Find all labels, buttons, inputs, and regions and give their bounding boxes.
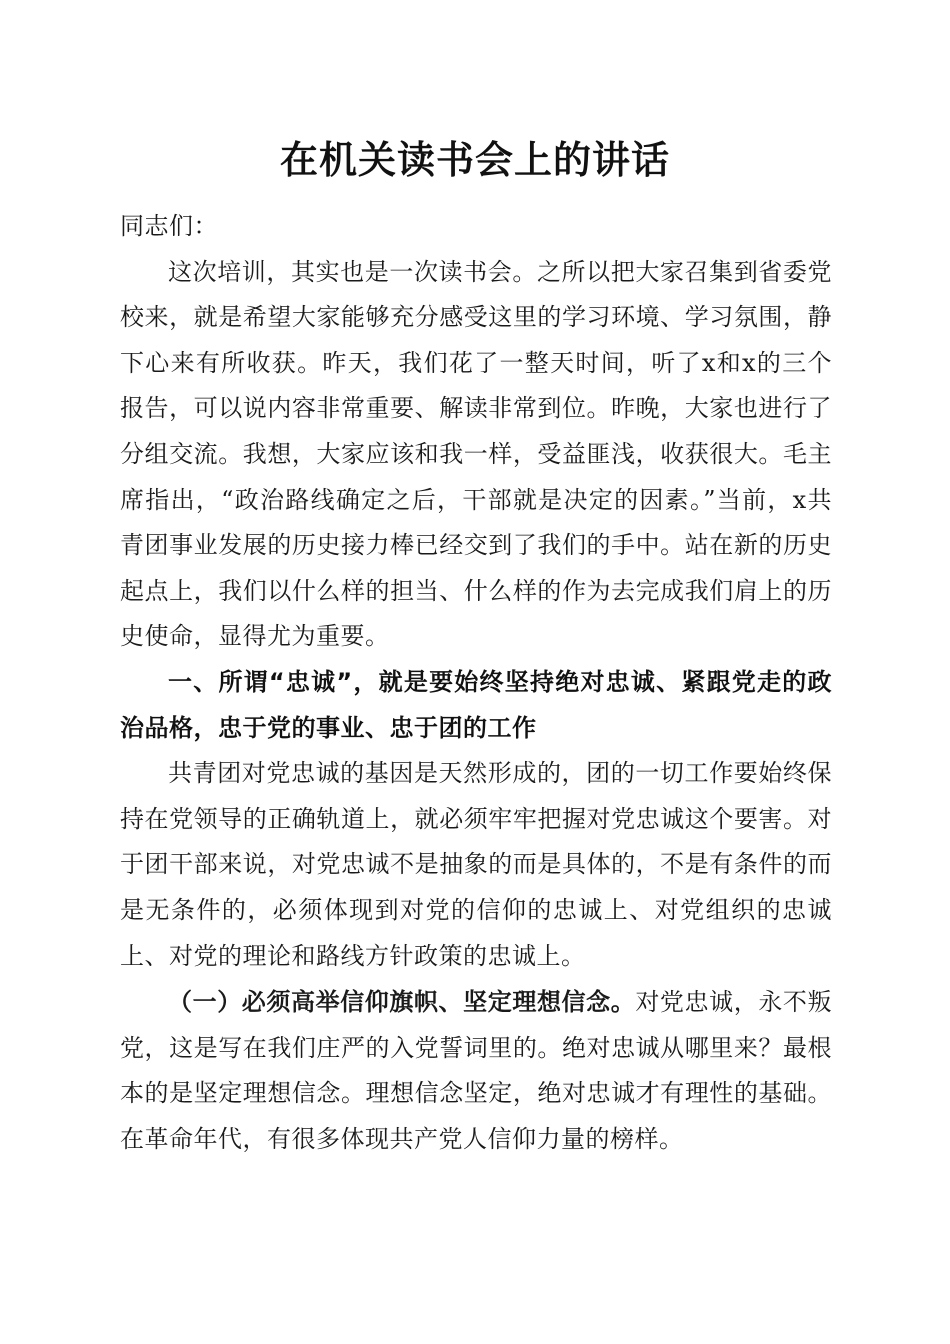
paragraph-belief-text: 对党忠诚，永不叛党，这是写在我们庄严的入党誓词里的。绝对忠诚从哪里来？最根本的是坚定理想信念。理想信念坚定，绝对忠诚才有理性的基础。在革命年代，有很多体现共产党人信仰力量的榜样。 xyxy=(120,988,833,1153)
paragraph-intro: 这次培训，其实也是一次读书会。之所以把大家召集到省委党校来，就是希望大家能够充分感受这里的学习环境、学习氛围，静下心来有所收获。昨天，我们花了一整天时间，听了x和x的三个报告，可以说内容非常重要、解读非常到位。昨晚，大家也进行了分组交流。我想，大家应该和我一样，受益匪浅，收获很大。毛主席指出，“政治路线确定之后，干部就是决定的因素。”当前，x共青团事业发展的历史接力棒已经交到了我们的手中。站在新的历史起点上，我们以什么样的担当、什么样的作为去完成我们肩上的历史使命，显得尤为重要。 xyxy=(120,257,832,651)
paragraph-belief xyxy=(120,979,832,1162)
paragraph-loyalty: 共青团对党忠诚的基因是天然形成的，团的一切工作要始终保持在党领导的正确轨道上，就必须牢牢把握对党忠诚这个要害。对于团干部来说，对党忠诚不是抽象的而是具体的，不是有条件的而是无条件的，必须体现到对党的信仰的忠诚上、对党组织的忠诚上、对党的理论和路线方针政策的忠诚上。 xyxy=(120,759,832,970)
salutation: 同志们： xyxy=(120,212,218,240)
section-heading-loyalty: 一、所谓“忠诚”，就是要始终坚持绝对忠诚、紧跟党走的政治品格，忠于党的事业、忠于团的工作 xyxy=(120,667,832,742)
document-body xyxy=(120,204,832,1162)
sub-heading-belief: （一）必须高举信仰旗帜、坚定理想信念。 xyxy=(168,987,636,1017)
document-title: 在机关读书会上的讲话 xyxy=(279,137,670,182)
